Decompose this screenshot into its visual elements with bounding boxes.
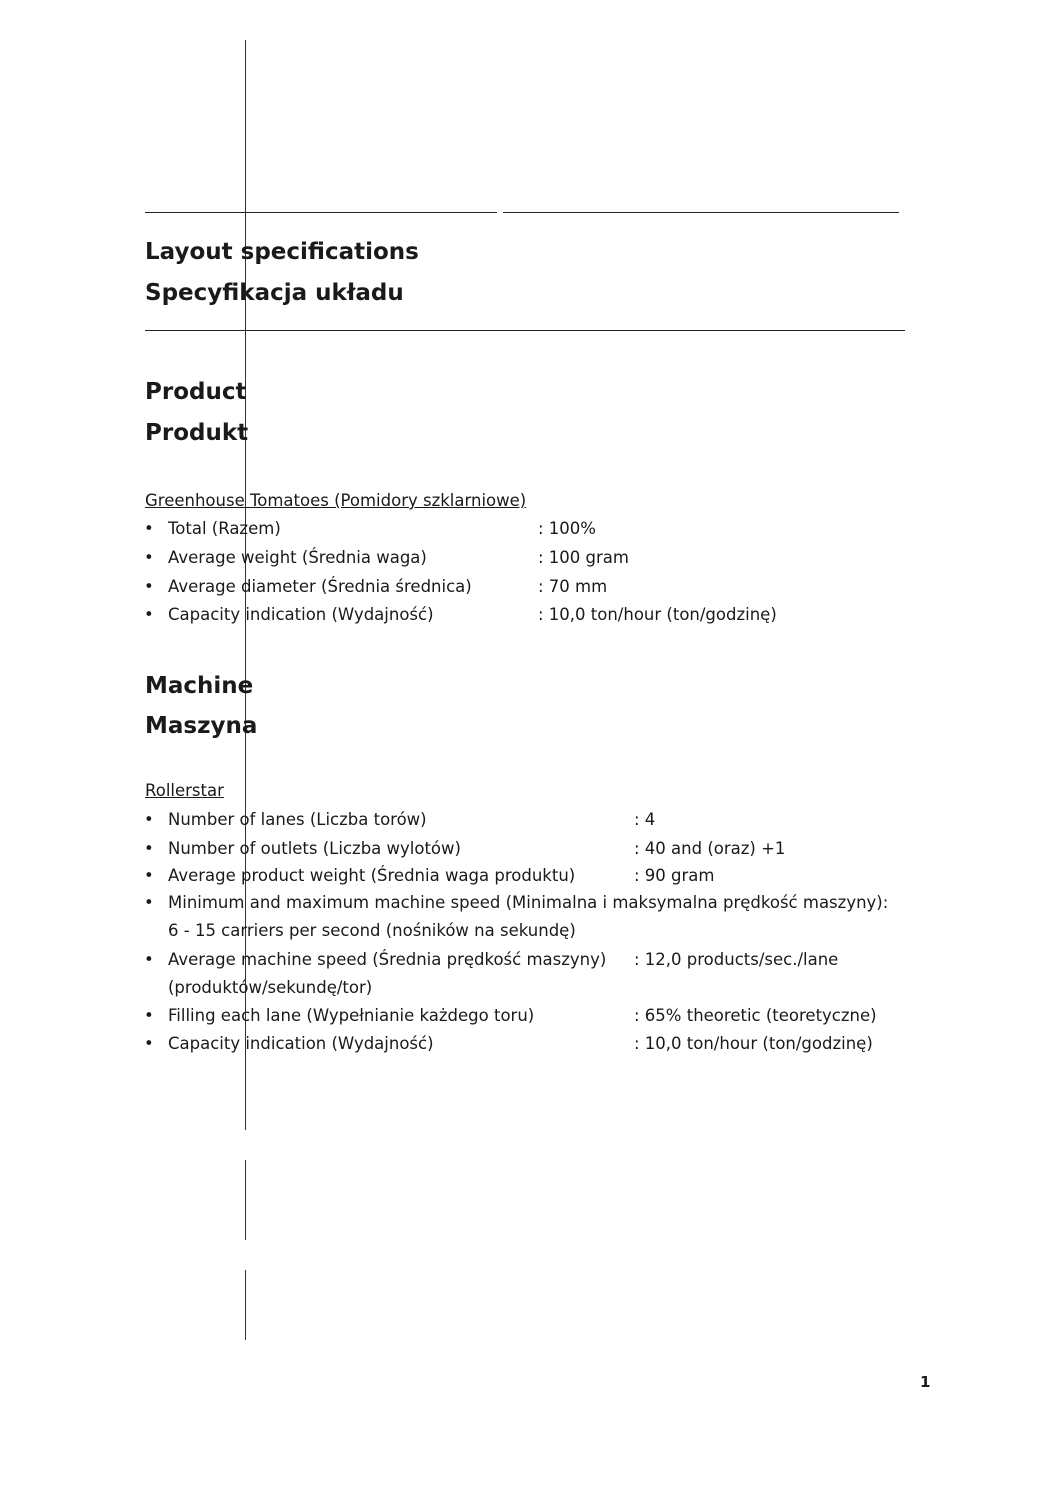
title-pl: Specyfikacja układu (145, 280, 404, 306)
list-item: • Average machine speed (Średnia prędkość maszyny) : 12,0 products/sec./lane (144, 950, 839, 969)
list-item: • Average weight (Średnia waga) : 100 gram (144, 548, 629, 567)
product-heading-pl: Produkt (145, 420, 249, 446)
divider-top (145, 212, 497, 213)
list-item: • Average diameter (Średnia średnica) : 70 mm (144, 577, 608, 596)
scan-line (245, 1160, 246, 1240)
list-item-continuation: (produktów/sekundę/tor) (168, 978, 373, 997)
divider-top (503, 212, 899, 213)
list-item: • Capacity indication (Wydajność) : 10,0 ton/hour (ton/godzinę) (144, 605, 777, 624)
machine-subtitle: Rollerstar (145, 781, 224, 800)
list-item-continuation: 6 - 15 carriers per second (nośników na sekundę) (168, 921, 576, 940)
product-subtitle: Greenhouse Tomatoes (Pomidory szklarniowe) (145, 491, 527, 510)
product-heading-en: Product (145, 379, 247, 405)
list-item: • Number of outlets (Liczba wylotów) : 40 and (oraz) +1 (144, 839, 786, 858)
scan-line (245, 1270, 246, 1340)
divider-bottom (145, 330, 905, 331)
list-item: • Total (Razem) : 100% (144, 519, 596, 538)
list-item: • Filling each lane (Wypełnianie każdego toru) : 65% theoretic (teoretyczne) (144, 1006, 877, 1025)
list-item: • Average product weight (Średnia waga produktu) : 90 gram (144, 866, 715, 885)
list-item: • Capacity indication (Wydajność) : 10,0 ton/hour (ton/godzinę) (144, 1034, 873, 1053)
list-item: • Minimum and maximum machine speed (Minimalna i maksymalna prędkość maszyny): (144, 893, 889, 912)
page-number: 1 (920, 1373, 931, 1391)
machine-heading-pl: Maszyna (145, 713, 258, 739)
list-item: • Number of lanes (Liczba torów) : 4 (144, 810, 656, 829)
machine-heading-en: Machine (145, 673, 254, 699)
title-en: Layout specifications (145, 239, 419, 265)
